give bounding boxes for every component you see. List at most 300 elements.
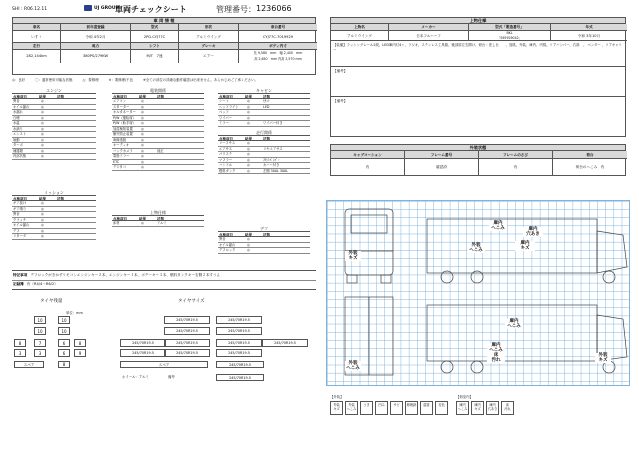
electrical-cell-1: ◎ [141, 110, 144, 114]
electrical-cell-2 [147, 138, 156, 143]
electrical-cell-3 [156, 110, 204, 115]
electrical-cell-2 [147, 132, 156, 137]
electrical-cell-1: ◎ [141, 137, 144, 142]
cabin-cell-3 [262, 110, 310, 115]
electrical-cell-2 [147, 127, 156, 132]
electrical-section [112, 88, 204, 171]
engine-col-2 [47, 94, 56, 98]
ex-v0: 有 [331, 159, 405, 175]
edition-label: SHI : R06.12.11 [12, 7, 48, 12]
cabin-col-3: 状態 [263, 95, 270, 98]
tire-remain-value: 9 [74, 349, 86, 357]
engine-cell-1: ◎ [41, 99, 44, 103]
engine-cell-3 [56, 105, 96, 110]
vi-h2-3: ブレーキ [179, 43, 239, 50]
cabin-cell-2 [253, 105, 262, 110]
mission-cell-2 [47, 234, 56, 239]
special-text: デフロックがきかずリモコンエンジンキー２本、エンジンキー１本、ボデーキー３本、燃料タンクキー右側２本すうん [30, 273, 221, 277]
electrical-cell-2 [147, 160, 156, 165]
upper-cell-1: ◎ [141, 221, 144, 225]
running-col-1: 結果 [245, 137, 252, 140]
running-cell-0: エアサス [219, 146, 233, 151]
running-section [218, 130, 310, 174]
running-cell-3: 左側 300L 300L [263, 168, 288, 173]
legend-row [12, 77, 258, 82]
cabin-col-2 [253, 94, 262, 98]
electrical-cell-0: 衝突防止装置 [113, 132, 133, 136]
vehicle-info-title: 車 両 情 報 [13, 18, 315, 24]
electrical-cell-1: ◎ [141, 165, 144, 169]
tire-remain-value: 8 [14, 339, 26, 347]
upper-col-2 [147, 216, 156, 220]
diff-cell-0: 異音 [219, 237, 226, 241]
legend-item: △：要修理 [82, 78, 99, 82]
running-cell-3: リヤエアサス [263, 146, 283, 151]
cabin-cell-3: ﾓｹｯﾄ [263, 99, 270, 103]
cabin-cell-1: ◎ [247, 121, 250, 125]
wheel-size: 245/70R19.5 [216, 374, 264, 381]
vi-h1-1: 初年度登録 [61, 24, 131, 31]
upper-cell-0: 床材 [113, 221, 120, 225]
vi-v1-2: 2PG-CYJ77C [131, 31, 179, 43]
electrical-cell-3 [156, 132, 204, 137]
electrical-cell-0: 加湿検知装置 [113, 126, 133, 131]
diff-section [218, 226, 310, 254]
engine-cell-0: 水漏れ [13, 110, 23, 114]
mission-cell-3 [56, 234, 96, 239]
diff-col-3: 状態 [263, 233, 270, 236]
engine-cell-1: ◎ [41, 148, 44, 153]
engine-cell-3 [56, 110, 96, 115]
diff-row [218, 248, 310, 254]
damage-tag: 庫内 へこみ [489, 221, 507, 231]
electrical-cell-2 [147, 121, 156, 126]
cabin-cell-0: シート [219, 99, 229, 103]
vi-h2-1: 馬力 [61, 43, 131, 50]
engine-cell-0: 水温 [13, 121, 20, 125]
legend-chip: 床 汚れ [501, 401, 514, 415]
electrical-cell-0: 電格ミラー [113, 154, 130, 158]
cabin-cell-2 [253, 116, 262, 121]
mission-col-2 [47, 196, 56, 200]
electrical-cell-3 [156, 154, 204, 159]
engine-cell-1: ◎ [41, 137, 44, 142]
vi-h2-0: 走行 [13, 43, 61, 50]
upper-col-0: 点検項目 [113, 217, 127, 220]
mission-cell-3 [56, 223, 96, 228]
upper-spec-section [330, 17, 626, 137]
tire-remain-value: 3 [34, 349, 46, 357]
mission-cell-0: ギア抜け [13, 201, 27, 205]
running-col-3: 状態 [263, 137, 270, 140]
engine-cell-0: 補器類 [13, 148, 23, 153]
legend-chip: 修理跡 [405, 401, 418, 415]
diff-cell-3 [262, 237, 310, 242]
legend-ext-label: 【外装】 [330, 395, 344, 399]
electrical-title: 電装関係 [150, 88, 166, 93]
electrical-cell-3 [156, 105, 204, 110]
vi-h2-4: ボディ内寸 [239, 43, 317, 50]
mission-cell-2 [47, 207, 56, 212]
us-h3: 年式 [551, 24, 627, 31]
mission-cell-3 [56, 207, 96, 212]
tire-remain-value: 10 [34, 327, 46, 335]
damage-tag: 庫内 へこみ [487, 343, 505, 353]
vi-body-dims-0: 長 9,580 mm 幅 2,400 mm [253, 51, 303, 55]
upper-cell-3: アルミ [157, 221, 167, 225]
engine-cell-1: ◎ [41, 132, 44, 136]
mission-section [12, 190, 96, 240]
vi-body-dims-1: 高 2,650 mm 内高 2,570 mm [254, 56, 302, 61]
electrical-cell-3 [156, 143, 204, 148]
engine-cell-3 [56, 121, 96, 126]
engine-section [12, 88, 96, 160]
electrical-cell-3 [156, 99, 204, 104]
logo-icon [84, 5, 92, 11]
engine-cell-1: ◎ [41, 104, 44, 109]
mission-col-1: 結果 [39, 197, 46, 200]
legend-item: ✕：要修理/不良 [108, 78, 133, 82]
vi-v2-0: 282,144km [13, 50, 61, 63]
damage-tag: 庫内 へこみ [505, 319, 523, 329]
tire-remain-value: 8 [74, 339, 86, 347]
running-cell-1: ◎ [247, 157, 250, 162]
us-v2: BKL 「S95929042」 [469, 31, 551, 41]
tire-size-value: 245/70R19.5 [120, 349, 166, 357]
electrical-cell-0: P/W（運転席） [113, 115, 136, 120]
running-cell-3: ﾌﾛﾝﾄﾊﾞﾝﾊﾟｰ [263, 157, 280, 162]
running-cell-0: リーフサス [219, 141, 236, 145]
us-h0: 上物名 [331, 24, 389, 31]
diff-cell-2 [253, 243, 262, 248]
running-cell-2 [253, 158, 262, 163]
engine-cell-2 [47, 127, 56, 132]
tire-remain-value: 3 [14, 349, 26, 357]
engine-cell-3 [56, 127, 96, 132]
tire-remain-title: タイヤ残量 [40, 299, 63, 304]
vehicle-info-section [12, 17, 316, 75]
running-cell-1: ◎ [247, 152, 250, 156]
electrical-cell-0: 車線逸脱 [113, 137, 127, 142]
legend-cargo-label: 【荷室内】 [456, 395, 473, 399]
spare-size: 245/70R19.5 [216, 361, 264, 368]
engine-cell-3 [56, 99, 96, 104]
legend-chip: 外装 キズ [330, 401, 343, 415]
engine-cell-2 [47, 99, 56, 104]
mission-cell-3 [56, 218, 96, 223]
damage-tag: 外装 キズ [595, 353, 611, 363]
electrical-col-0: 点検項目 [113, 95, 127, 98]
wheel-note: 備考 [168, 375, 175, 379]
repair-text: 有（R4/4〜R6/2） [26, 282, 58, 286]
us-v1: 日本フルハーフ [389, 31, 469, 41]
running-cell-2 [253, 141, 262, 146]
ex-h1: フレーム番号 [405, 151, 479, 159]
running-cell-3 [262, 152, 310, 157]
electrical-row [112, 165, 204, 171]
mission-cell-2 [47, 229, 56, 234]
vi-h1-3: 形状 [179, 24, 239, 31]
cabin-cell-1: ◎ [247, 110, 250, 114]
special-label: 特記事項 [13, 273, 28, 277]
running-cell-2 [253, 169, 262, 174]
engine-cell-3 [56, 149, 96, 154]
legend-note: ※全ての部位の詳細な動作確認は出来ません。あらかじめご了承ください。 [142, 78, 258, 82]
upper-section [112, 210, 204, 227]
mission-cell-0: デフ [13, 228, 20, 233]
equip-text: ラッシングレール2段、LED庫内灯4ヶ、ラジオ、ステンレス工具箱、後部扉左右開け、荷台・差し台 、鳥肌、外装、庫内、内弧、リアバンパー、右扉 、 ベンダー 、リアキャリー [333, 43, 623, 52]
running-cell-1: ◎ [247, 163, 250, 167]
mission-cell-2 [47, 223, 56, 228]
cabin-cell-0: ヘッドライト [219, 104, 239, 109]
mission-cell-2 [47, 218, 56, 223]
diff-col-1: 結果 [245, 233, 252, 236]
vi-h1-2: 型式 [131, 24, 179, 31]
damage-tag: 外装 キズ [345, 251, 361, 261]
mission-cell-3 [56, 201, 96, 206]
us-v0: アルミウイング [331, 31, 389, 41]
tire-remain-value: 6 [58, 339, 70, 347]
engine-cell-1: ◎ [41, 110, 44, 114]
upper-title: 上物仕様 [150, 210, 166, 215]
running-cell-0: パワステ [219, 152, 233, 156]
mission-cell-3 [56, 212, 96, 217]
vi-v1-1: 令和 4年2月 [61, 31, 131, 43]
engine-cell-0: エンスト [13, 132, 27, 136]
electrical-cell-1: ◎ [141, 148, 144, 153]
engine-cell-0: 異音 [13, 99, 20, 103]
ex-v3: 荷台のへこみ 有 [575, 165, 605, 169]
ex-h3: 荷台 [553, 151, 627, 159]
cabin-cell-1: ◎ [247, 115, 250, 120]
electrical-cell-1: ◎ [141, 126, 144, 131]
ex-v1: 確認済 [405, 159, 479, 175]
truck-outline [327, 201, 631, 387]
electrical-cell-0: オーディオ [113, 143, 130, 147]
engine-col-0: 点検項目 [13, 95, 27, 98]
tire-size-value: 245/70R19.5 [164, 349, 210, 357]
mission-cell-1: ◎ [41, 217, 44, 222]
electrical-cell-3 [156, 116, 204, 121]
engine-cell-0: 始動 [13, 137, 20, 142]
damage-diagram [326, 200, 630, 386]
electrical-cell-1: ◎ [141, 132, 144, 136]
vi-v2-3: エアー [179, 50, 239, 63]
electrical-cell-1: ◎ [141, 104, 144, 109]
electrical-cell-3 [156, 165, 204, 170]
engine-cell-0: 水滴り [13, 126, 23, 131]
ex-h0: キャブコーション [331, 151, 405, 159]
running-cell-0: マフラー [219, 157, 233, 162]
mission-cell-3 [56, 229, 96, 234]
cabin-cell-3 [262, 116, 310, 121]
mission-cell-1: ◎ [41, 201, 44, 205]
tire-remain-value: 10 [34, 316, 46, 324]
legend-chip: 庫内 キズ [471, 401, 484, 415]
engine-cell-3 [56, 116, 96, 121]
tire-remain-value: 7 [34, 339, 46, 347]
cabin-cell-2 [253, 110, 262, 115]
engine-cell-1: ◎ [41, 126, 44, 131]
spare-label: スペア [14, 361, 44, 368]
page-title: 車両チェックシート [115, 5, 187, 14]
electrical-cell-2 [147, 110, 156, 115]
running-cell-3 [262, 141, 310, 146]
diff-cell-0: オイル漏れ [219, 242, 236, 247]
tire-unit: 単位：mm [66, 311, 83, 315]
running-cell-0: ハンドル [219, 163, 233, 167]
mission-cell-1: ◎ [41, 223, 44, 227]
running-cell-0: 燃料タンク [219, 168, 236, 173]
mission-cell-1: ◎ [41, 212, 44, 216]
mission-title: ミッション [44, 190, 64, 195]
vi-v2-1: 380PS/279KW [61, 50, 131, 63]
diff-cell-0: デフロック [219, 248, 236, 252]
us-h1: メーカー [389, 24, 469, 31]
mission-cell-0: オイル漏れ [13, 223, 30, 227]
engine-title: エンジン [46, 88, 62, 93]
tire-size-value: 245/70R19.5 [120, 339, 166, 347]
tire-size-title: タイヤサイズ [178, 299, 205, 304]
running-col-0: 点検項目 [219, 137, 233, 140]
engine-cell-2 [47, 121, 56, 126]
electrical-cell-0: スターター [113, 104, 130, 109]
legend-chip: 腐食 [420, 401, 433, 415]
upper-col-1: 結果 [139, 217, 146, 220]
tire-size-value: 245/70R19.5 [216, 349, 262, 357]
wheel-label: ホイール：アルミ [122, 375, 149, 379]
running-title: 走行関係 [256, 130, 272, 135]
cabin-cell-1: ◎ [247, 99, 250, 103]
cabin-cell-1: ◎ [247, 104, 250, 109]
tire-remain-value: 10 [58, 316, 70, 324]
diff-col-0: 点検項目 [219, 233, 233, 236]
engine-cell-2 [47, 138, 56, 143]
electrical-col-3: 状態 [157, 95, 164, 98]
electrical-cell-1: ◎ [141, 143, 144, 147]
electrical-col-1: 結果 [139, 95, 146, 98]
engine-cell-0: 白煙 [13, 115, 20, 120]
tire-size-value: 245/70R19.5 [216, 339, 262, 347]
cabin-cell-2 [253, 121, 262, 126]
electrical-cell-0: オルタネーター [113, 110, 136, 114]
repair-label: 記録簿 [13, 282, 24, 286]
spare-value: 8 [58, 361, 70, 368]
engine-cell-1: ◎ [41, 154, 44, 158]
diff-title: デフ [260, 226, 268, 231]
vi-v1-4: CYJ77C-7019929 [239, 31, 317, 43]
running-cell-3: カバー付き [263, 163, 280, 167]
electrical-cell-2 [147, 143, 156, 148]
diff-cell-1: ◎ [247, 237, 250, 241]
mission-col-3: 状態 [57, 197, 64, 200]
exterior-section [330, 144, 626, 176]
mgmt-label: 管理番号： [216, 5, 256, 14]
us-v3: 令和 3年10月 [551, 31, 627, 41]
diff-cell-1: ◎ [247, 248, 250, 252]
upper-spec-title: 上物仕様 [331, 18, 625, 24]
mgmt-number: 1236066 [256, 4, 292, 13]
vi-v1-0: いすゞ [13, 31, 61, 43]
diff-cell-3 [262, 243, 310, 248]
electrical-cell-1: ◎ [141, 154, 144, 158]
electrical-col-2 [147, 94, 156, 98]
upper-cell-2 [147, 221, 156, 226]
electrical-cell-0: エアコン [113, 99, 127, 103]
engine-row [12, 154, 96, 160]
engine-cell-2 [47, 116, 56, 121]
legend-chip: 外装 へこみ [345, 401, 358, 415]
engine-cell-2 [47, 132, 56, 137]
engine-cell-2 [47, 143, 56, 148]
engine-cell-3 [56, 143, 96, 148]
spare-size-label: スペア [120, 361, 208, 368]
electrical-cell-2 [147, 99, 156, 104]
electrical-cell-0: デジタコ [113, 165, 126, 169]
vi-h2-2: シフト [131, 43, 179, 50]
upper-row [112, 221, 204, 227]
damage-tag: 床 汚れ [487, 353, 505, 363]
electrical-cell-2 [147, 116, 156, 121]
engine-cell-1: ◎ [41, 143, 44, 147]
engine-cell-2 [47, 149, 56, 154]
engine-cell-2 [47, 154, 56, 159]
tire-remain-value: 10 [58, 327, 70, 335]
mission-col-0: 点検項目 [13, 197, 27, 200]
damage-tag: 庫内 穴あき [523, 227, 543, 237]
mission-cell-0: リターダ [13, 234, 27, 238]
electrical-cell-1: ◎ [141, 159, 144, 164]
tire-size-value: 245/70R19.5 [164, 316, 210, 324]
remark-2: 【備考】 [333, 99, 348, 103]
engine-cell-0: 内部状態 [13, 154, 27, 158]
running-row [218, 169, 310, 175]
vi-v1-3: アルミウイング [179, 31, 239, 43]
engine-col-3: 状態 [57, 95, 64, 98]
legend-chip: うき [360, 401, 373, 415]
cabin-title: キャビン [256, 88, 272, 93]
engine-cell-0: ターボ [13, 143, 23, 147]
electrical-cell-2 [147, 105, 156, 110]
legend-item: ◎：良好 [12, 78, 26, 82]
cabin-cell-3: LED [263, 104, 270, 109]
mission-cell-0: ギア鳴り [13, 206, 27, 211]
running-cell-1: ◎ [247, 146, 250, 151]
remark-1: 【備考】 [331, 67, 625, 97]
cabin-cell-2 [253, 99, 262, 104]
electrical-cell-2 [147, 165, 156, 170]
running-cell-1: ◎ [247, 141, 250, 145]
electrical-cell-0: P/W（助手席） [113, 121, 136, 125]
damage-tag: 外装 へこみ [467, 243, 485, 253]
mission-cell-2 [47, 201, 56, 206]
running-cell-2 [253, 152, 262, 157]
diff-cell-2 [253, 248, 262, 253]
cabin-cell-0: ミラー [219, 121, 229, 125]
diff-cell-1: ◎ [247, 242, 250, 247]
engine-cell-3 [56, 138, 96, 143]
electrical-cell-1: ◎ [141, 99, 144, 103]
legend-chip: 凹み [375, 401, 388, 415]
engine-col-1: 結果 [39, 95, 46, 98]
running-cell-1: ◎ [247, 168, 250, 173]
mission-cell-0: クラッチ [13, 217, 27, 222]
upper-col-3: 状態 [157, 217, 164, 220]
legend-chip: 庫内 へこみ [456, 401, 469, 415]
engine-cell-1: ◎ [41, 121, 44, 125]
mission-cell-0: 異音 [13, 212, 20, 216]
electrical-cell-3 [156, 138, 204, 143]
